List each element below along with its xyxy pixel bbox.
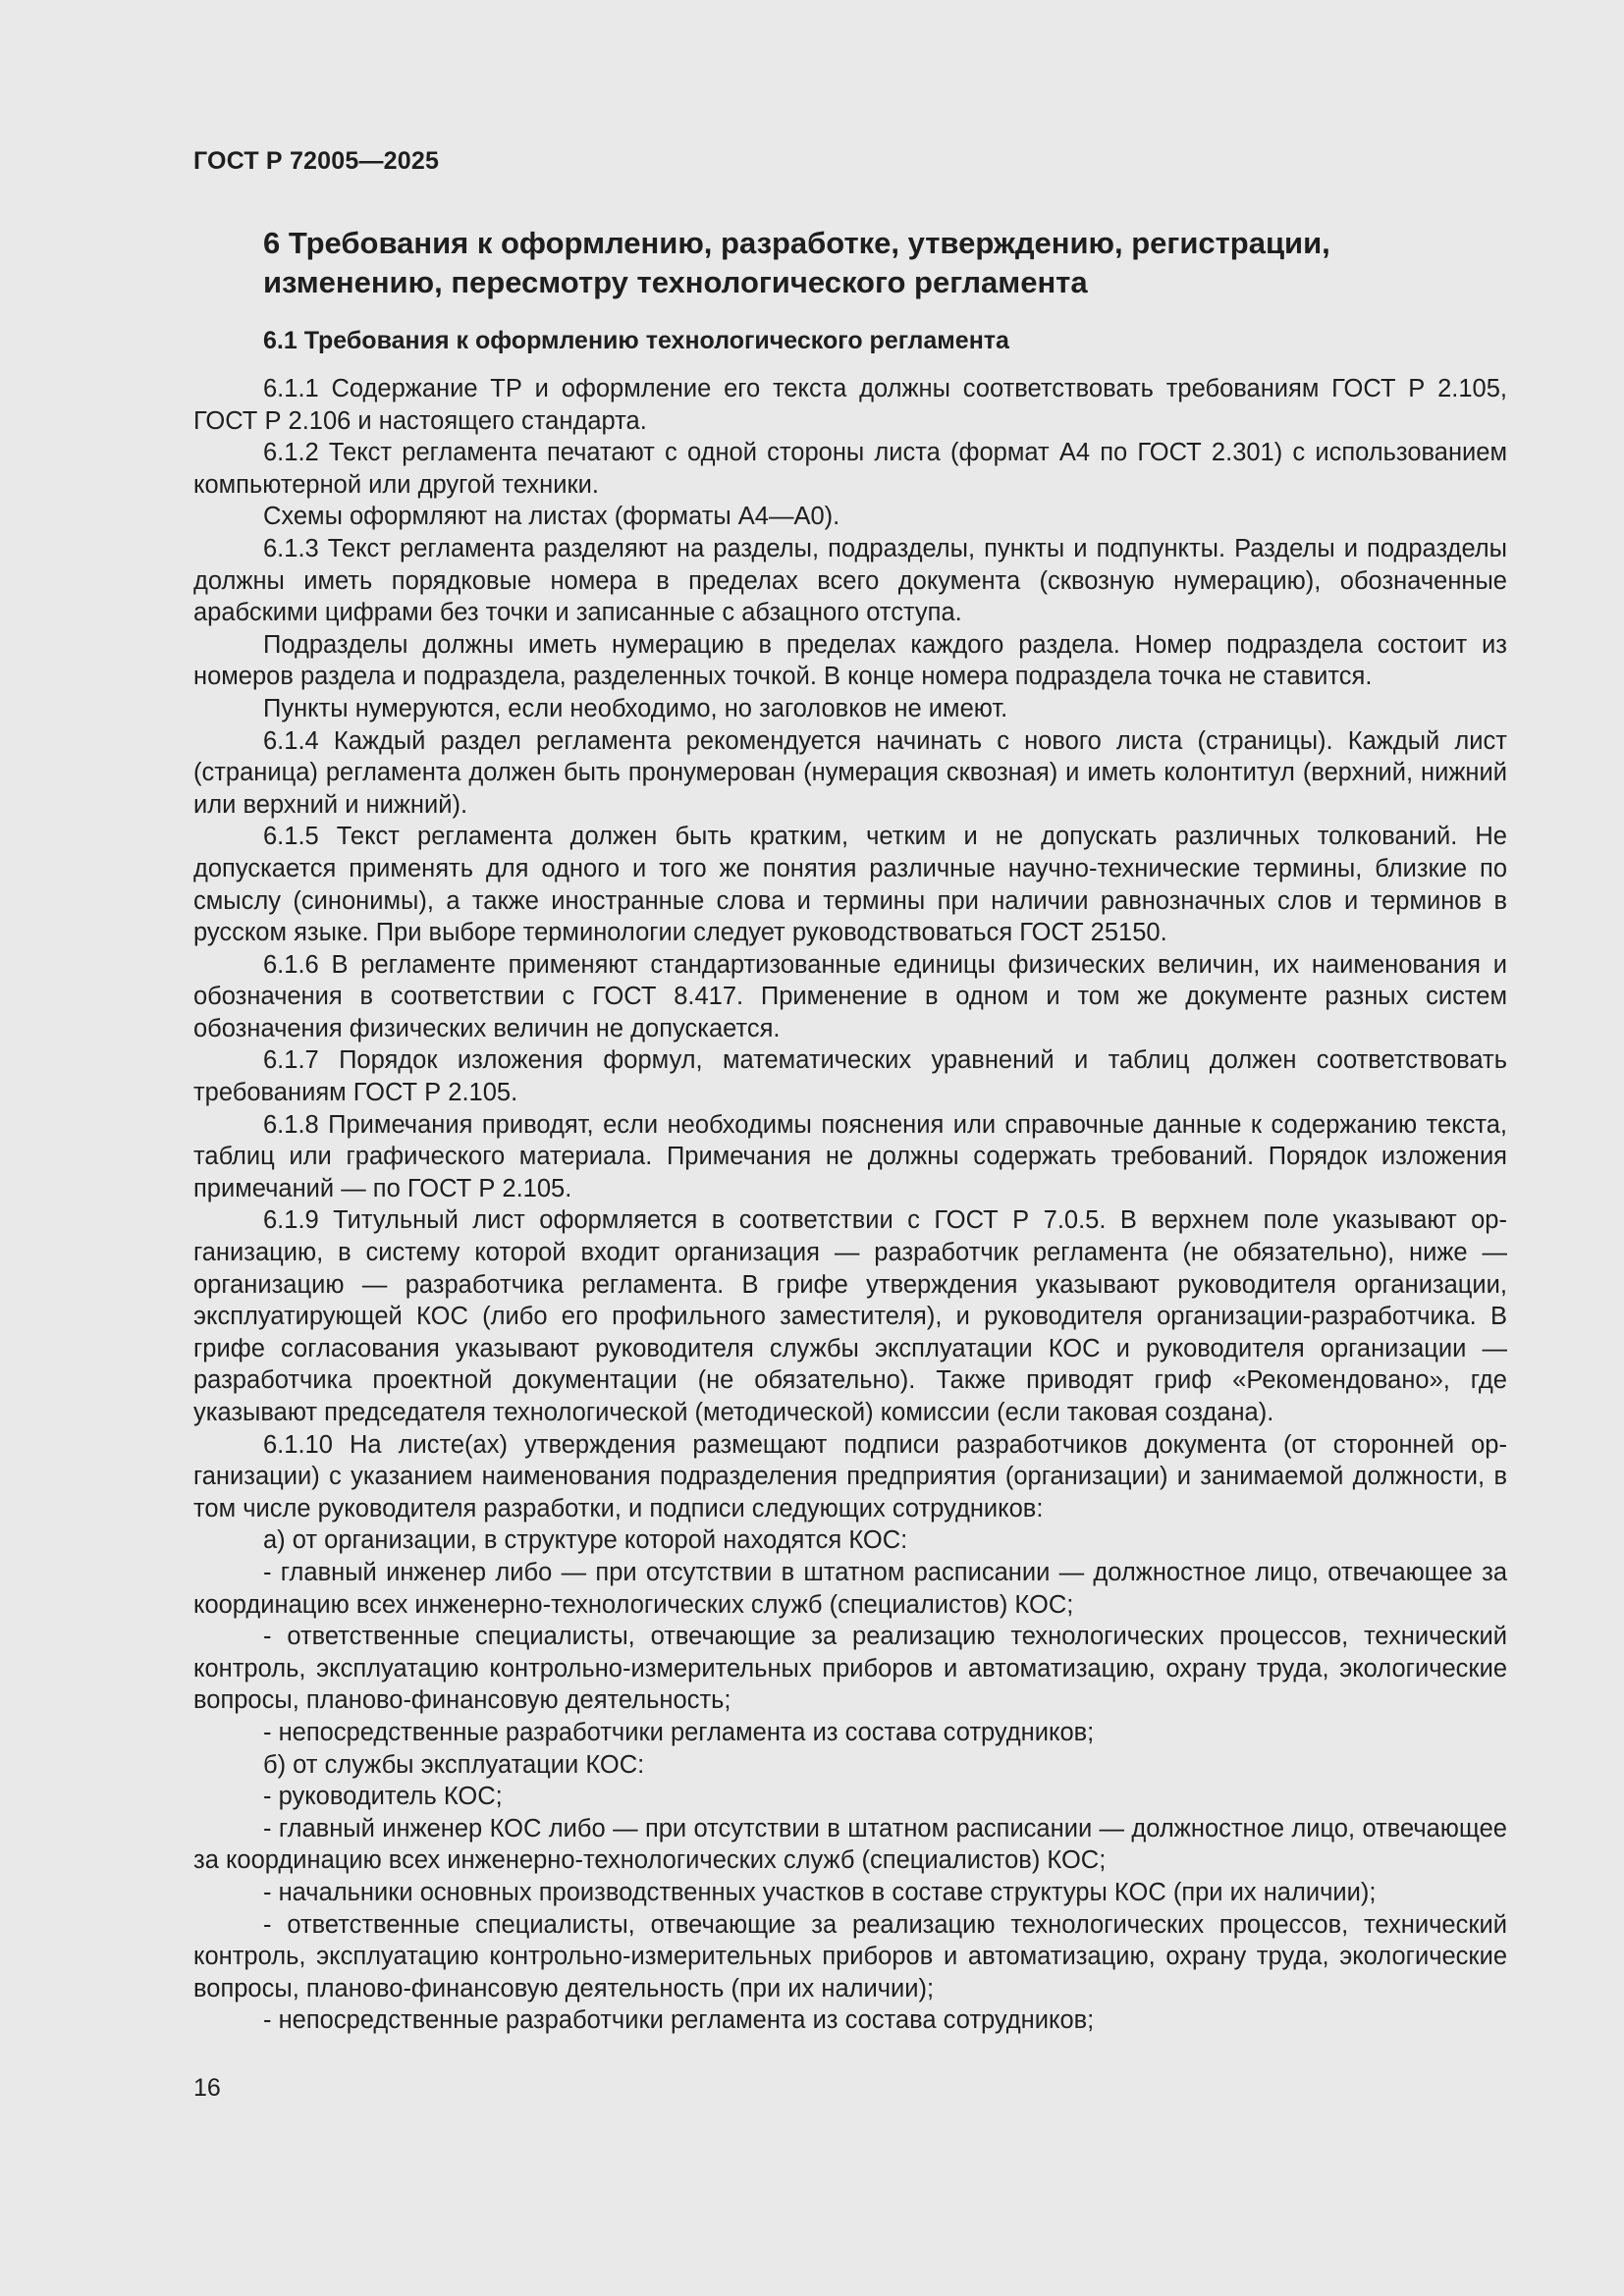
paragraph: 6.1.9 Титульный лист оформляется в соответствии с ГОСТ Р 7.0.5. В верхнем поле указывают организацию, в систему которой входит организация — разработчик регламента (не обязательно), ниже — организацию — разработчика регламента. В грифе утверждения указывают руководителя организации, эксплуатирующей КОС (либо его профильного заместителя), и руководителя организации-разработчика. В грифе согласования указывают руководителя службы эксплуатации КОС и руководителя организации — разработчика проектной документации (не обязательно). Также приводят гриф «Рекомендовано», где указывают председателя технологической (методической) комиссии (если таковая создана). — [193, 1206, 1507, 1426]
paragraph: 6.1.5 Текст регламента должен быть кратким, четким и не допускать различных толкований. Не допускается применять для одного и того же понятия различные научно-технические термины, близкие по смыслу (синонимы), а также иностранные слова и термины при наличии равнозначных слов и терминов в русском языке. При выборе терминологии следует руководствоваться ГОСТ 25150. — [193, 823, 1507, 947]
list-item: - руководитель КОС; — [263, 1783, 503, 1811]
paragraph: 6.1.4 Каждый раздел регламента рекомендуется начинать с нового листа (страницы). Каждый лист (страница) регламента должен быть пронумерован (нумерация сквозная) и иметь колонтитул (верхний, нижний или верхний и нижний). — [193, 726, 1507, 819]
paragraph: 6.1.7 Порядок изложения формул, математических уравнений и таблиц должен соответствовать требованиям ГОСТ Р 2.105. — [193, 1046, 1507, 1107]
body-text — [193, 373, 1507, 2037]
list-item: - начальники основных производственных участков в составе структуры КОС (при их наличии); — [263, 1878, 1377, 1906]
paragraph: 6.1.8 Примечания приводят, если необходимы пояснения или справочные данные к содержанию текста, таблиц или графического материала. Примечания не должны содержать требований. Порядок изложения примечаний — по ГОСТ Р 2.105. — [193, 1110, 1507, 1202]
paragraph: 6.1.2 Текст регламента печатают с одной стороны листа (формат А4 по ГОСТ 2.301) с использованием компьютерной или другой техники. — [193, 439, 1507, 499]
paragraph: Подразделы должны иметь нумерацию в пределах каждого раздела. Номер подраздела состоит из номеров раздела и подраздела, разделенных точкой. В конце номера подраздела точка не ставится. — [193, 630, 1507, 691]
list-item: - ответственные специалисты, отвечающие за реализацию технологических процессов, технический контроль, эксплуатацию контрольно-измерительных приборов и автоматизацию, охрану труда, экологические вопросы, планово-финансовую деятельность (при их наличии); — [193, 1910, 1507, 2002]
list-item: б) от службы эксплуатации КОС: — [263, 1750, 645, 1779]
page-number: 16 — [193, 2074, 221, 2102]
subsection-heading: 6.1 Требования к оформлению технологического регламента — [263, 327, 1009, 354]
paragraph: Пункты нумеруются, если необходимо, но заголовков не имеют. — [263, 694, 1008, 722]
paragraph: Схемы оформляют на листах (форматы А4—А0). — [263, 503, 840, 531]
list-item: - непосредственные разработчики регламента из состава сотрудников; — [263, 1718, 1095, 1746]
list-item: - ответственные специалисты, отвечающие за реализацию технологических процессов, технический контроль, эксплуатацию контрольно-измерительных приборов и автоматизацию, охрану труда, экологические вопросы, планово-финансовую деятельность; — [193, 1623, 1507, 1715]
section-heading: 6 Требования к оформлению, разработке, утверждению, регистрации, изменению, пересмотру технологического регламента — [263, 226, 1330, 299]
document-header: ГОСТ Р 72005—2025 — [193, 147, 440, 175]
paragraph: 6.1.6 В регламенте применяют стандартизованные единицы физических величин, их наименования и обозначения в соответствии с ГОСТ 8.417. Применение в одном и том же документе разных систем обозначения физических величин не допускается. — [193, 950, 1507, 1042]
list-item: - непосредственные разработчики регламента из состава сотрудников; — [263, 2006, 1095, 2035]
list-item: - главный инженер либо — при отсутствии в штатном расписании — должностное лицо, отвечающее за координацию всех инженерно-технологических служб (специалистов) КОС; — [193, 1558, 1507, 1619]
paragraph: 6.1.3 Текст регламента разделяют на разделы, подразделы, пункты и подпункты. Разделы и подразделы должны иметь порядковые номера в пределах всего документа (сквозную нумерацию), обозначенные арабскими цифрами без точки и записанные с абзацного отступа. — [193, 534, 1507, 627]
list-item: а) от организации, в структуре которой находятся КОС: — [263, 1526, 908, 1555]
paragraph: 6.1.1 Содержание ТР и оформление его текста должны соответствовать требованиям ГОСТ Р 2.105, ГОСТ Р 2.106 и настоящего стандарта. — [193, 375, 1507, 435]
paragraph: 6.1.10 На листе(ах) утверждения размещают подписи разработчиков документа (от сторонней организации) с указанием наименования подразделения предприятия (организации) и занимаемой должности, в том числе руководителя разработки, и подписи следующих сотрудников: — [193, 1430, 1507, 1522]
list-item: - главный инженер КОС либо — при отсутствии в штатном расписании — должностное лицо, отвечающее за координацию всех инженерно-технологических служб (специалистов) КОС; — [193, 1814, 1507, 1875]
